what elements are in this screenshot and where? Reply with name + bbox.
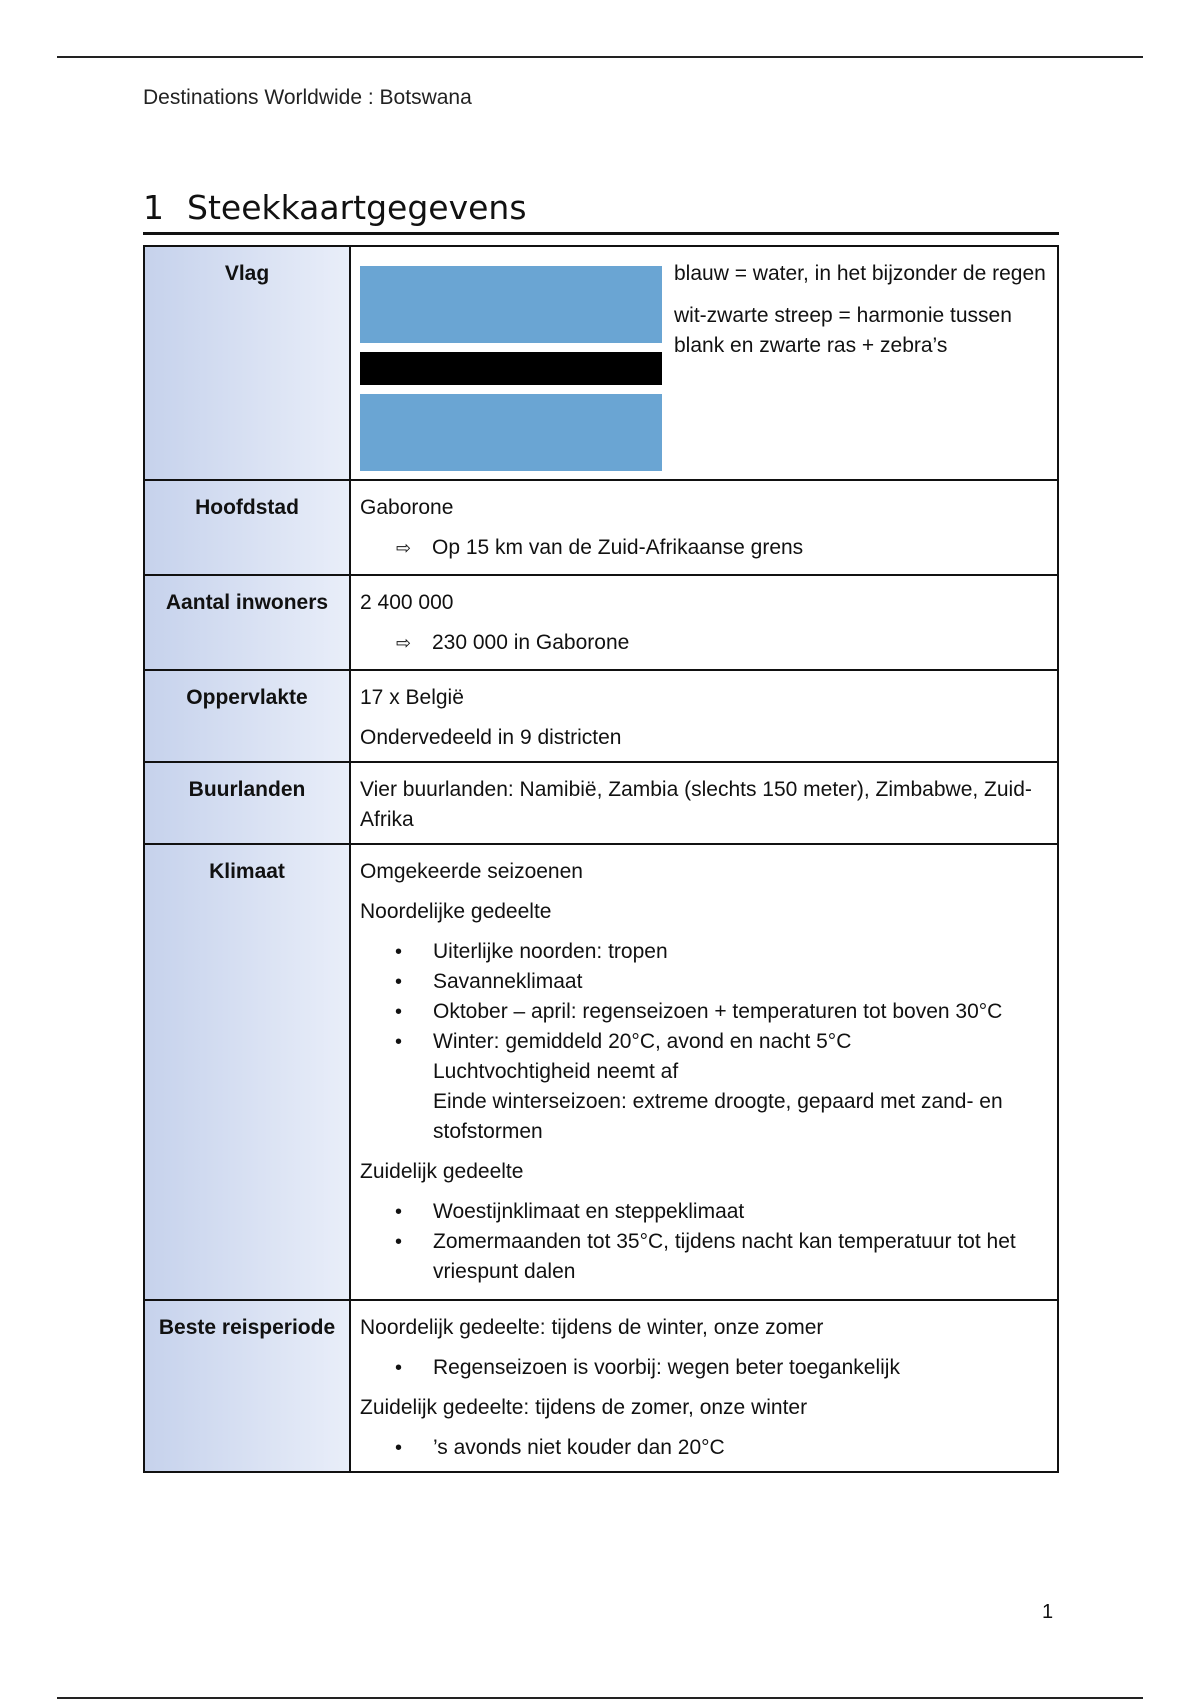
row-label: Vlag	[144, 246, 350, 480]
bullet-icon: •	[395, 1201, 403, 1223]
row-hoofdstad	[144, 480, 1058, 575]
row-reisperiode	[144, 1300, 1058, 1472]
climate-intro: Omgekeerde seizoenen	[360, 860, 583, 883]
row-label: Aantal inwoners	[144, 575, 350, 670]
flag-white-stripe	[360, 343, 662, 352]
list-item: • Oktober – april: regenseizoen + temperaturen tot boven 30°C	[360, 997, 1047, 1027]
row-buurlanden	[144, 762, 1058, 844]
area-value: 17 x België	[360, 686, 464, 709]
flag-note: blauw = water, in het bijzonder de regen	[674, 262, 1046, 285]
list-item: • Woestijnklimaat en steppeklimaat	[360, 1197, 1047, 1227]
row-oppervlakte	[144, 670, 1058, 762]
row-label: Beste reisperiode	[144, 1300, 350, 1472]
flag-note: wit-zwarte streep = harmonie tussen blank en zwarte ras + zebra’s	[674, 304, 1012, 357]
row-label: Buurlanden	[144, 762, 350, 844]
flag-blue-band	[360, 266, 662, 343]
row-inwoners	[144, 575, 1058, 670]
section-title: Steekkaartgegevens	[187, 188, 527, 227]
bottom-rule	[57, 1697, 1143, 1699]
flag-notes	[674, 259, 1047, 471]
row-label: Hoofdstad	[144, 480, 350, 575]
neighbours-value: Vier buurlanden: Namibië, Zambia (slechts 150 meter), Zimbabwe, Zuid-Afrika	[360, 778, 1032, 831]
arrow-item: ⇨ 230 000 in Gaborone	[360, 628, 1047, 659]
climate-north-list	[360, 937, 1047, 1147]
row-vlag	[144, 246, 1058, 480]
row-label: Klimaat	[144, 844, 350, 1300]
row-content	[350, 575, 1058, 670]
bullet-icon: •	[395, 1031, 403, 1053]
row-label: Oppervlakte	[144, 670, 350, 762]
row-content	[350, 246, 1058, 480]
arrow-right-icon: ⇨	[396, 538, 412, 559]
row-content	[350, 670, 1058, 762]
travel-north: Noordelijk gedeelte: tijdens de winter, onze zomer	[360, 1316, 824, 1339]
bullet-icon: •	[395, 1231, 403, 1253]
bullet-icon: •	[395, 1001, 403, 1023]
travel-south-list	[360, 1433, 1047, 1463]
list-item: • Savanneklimaat	[360, 967, 1047, 997]
capital-value: Gaborone	[360, 496, 454, 519]
document-header: Destinations Worldwide : Botswana	[143, 86, 472, 109]
flag-black-stripe	[360, 352, 662, 385]
bullet-icon: •	[395, 971, 403, 993]
arrow-right-icon: ⇨	[396, 633, 412, 654]
bullet-icon: •	[395, 1437, 403, 1459]
list-item: • Zomermaanden tot 35°C, tijdens nacht kan temperatuur tot het vriespunt dalen	[360, 1227, 1047, 1287]
list-item: • Winter: gemiddeld 20°C, avond en nacht 5°C Luchtvochtigheid neemt af Einde winterseizoen: extreme droogte, gepaard met zand- en stofstormen	[360, 1027, 1047, 1147]
top-rule	[57, 56, 1143, 58]
factsheet-table	[143, 245, 1059, 1473]
row-content	[350, 1300, 1058, 1472]
climate-north-heading: Noordelijke gedeelte	[360, 900, 552, 923]
population-value: 2 400 000	[360, 591, 454, 614]
bullet-icon: •	[395, 941, 403, 963]
page-number: 1	[1042, 1601, 1054, 1623]
arrow-item: ⇨ Op 15 km van de Zuid-Afrikaanse grens	[360, 533, 1047, 564]
row-content	[350, 844, 1058, 1300]
travel-south: Zuidelijk gedeelte: tijdens de zomer, onze winter	[360, 1396, 808, 1419]
bullet-icon: •	[395, 1357, 403, 1379]
flag-blue-band	[360, 394, 662, 471]
list-item: • Regenseizoen is voorbij: wegen beter toegankelijk	[360, 1353, 1047, 1383]
travel-north-list	[360, 1353, 1047, 1383]
section-heading	[143, 188, 1059, 235]
climate-south-heading: Zuidelijk gedeelte	[360, 1160, 524, 1183]
list-item: • ’s avonds niet kouder dan 20°C	[360, 1433, 1047, 1463]
climate-south-list	[360, 1197, 1047, 1287]
row-klimaat	[144, 844, 1058, 1300]
row-content	[350, 480, 1058, 575]
row-content	[350, 762, 1058, 844]
section-number: 1	[143, 188, 164, 227]
flag-white-stripe	[360, 385, 662, 394]
area-sub: Ondervedeeld in 9 districten	[360, 726, 622, 749]
botswana-flag	[360, 266, 662, 471]
list-item: • Uiterlijke noorden: tropen	[360, 937, 1047, 967]
